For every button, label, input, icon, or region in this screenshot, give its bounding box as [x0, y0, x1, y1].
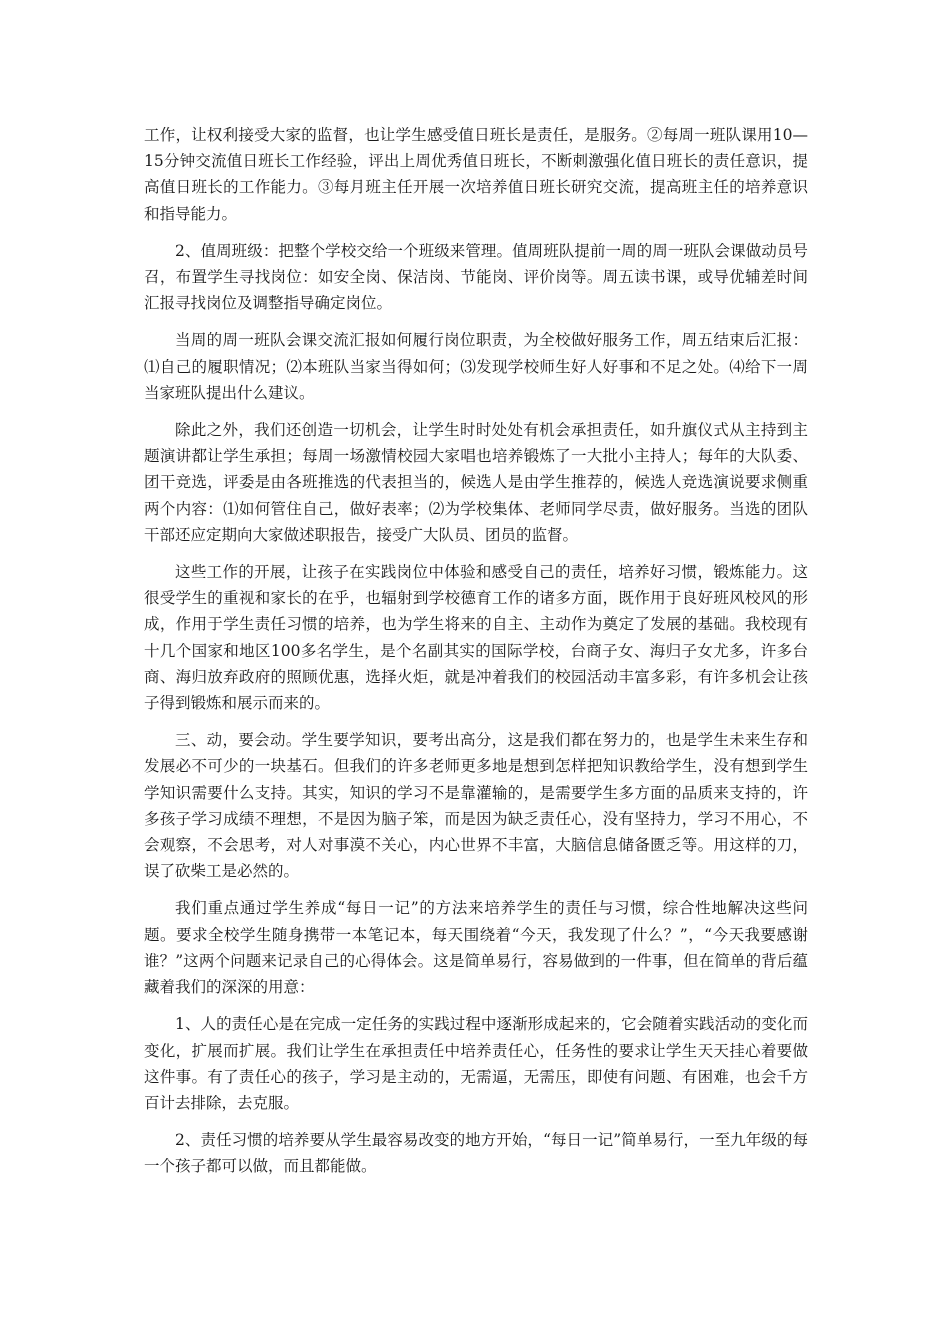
paragraph-4: 除此之外，我们还创造一切机会，让学生时时处处有机会承担责任，如升旗仪式从主持到主题演讲都让学生承担；每周一场激情校园大家唱也培养锻炼了一大批小主持人；每年的大队委、团干竞选，评委是由各班推选的代表担当的，候选人是由学生推荐的，候选人竞选演说要求侧重两个内容：⑴如何管住自己，做好表率；⑵为学校集体、老师同学尽责，做好服务。当选的团队干部还应定期向大家做述职报告，接受广大队员、团员的监督。: [144, 421, 808, 544]
paragraph-9: 2、责任习惯的培养要从学生最容易改变的地方开始，“每日一记”简单易行，一至九年级的每一个孩子都可以做，而且都能做。: [144, 1131, 808, 1176]
paragraph-6: 三、动，要会动。学生要学知识，要考出高分，这是我们都在努力的，也是学生未来生存和发展必不可少的一块基石。但我们的许多老师更多地是想到怎样把知识教给学生，没有想到学生学知识需要什么支持。其实，知识的学习不是靠灌输的，是需要学生多方面的品质来支持的，许多孩子学习成绩不理想，不是因为脑子笨，而是因为缺乏责任心，没有坚持力，学习不用心，不会观察，不会思考，对人对事漠不关心，内心世界不丰富，大脑信息储备匮乏等。用这样的刀，误了砍柴工是必然的。: [144, 731, 808, 881]
paragraph-8: 1、人的责任心是在完成一定任务的实践过程中逐渐形成起来的，它会随着实践活动的变化而变化，扩展而扩展。我们让学生在承担责任中培养责任心，任务性的要求让学生天天挂心着要做这件事。有了责任心的孩子，学习是主动的，无需逼，无需压，即使有问题、有困难，也会千方百计去排除，去克服。: [144, 1015, 808, 1112]
paragraph-3: 当周的周一班队会课交流汇报如何履行岗位职责，为全校做好服务工作，周五结束后汇报：⑴自己的履职情况；⑵本班队当家当得如何；⑶发现学校师生好人好事和不足之处。⑷给下一周当家班队提出什么建议。: [144, 331, 808, 402]
paragraph-2: 2、值周班级：把整个学校交给一个班级来管理。值周班队提前一周的周一班队会课做动员号召，布置学生寻找岗位：如安全岗、保洁岗、节能岗、评价岗等。周五读书课，或导优辅差时间汇报寻找岗位及调整指导确定岗位。: [144, 241, 808, 313]
paragraph-7: 我们重点通过学生养成“每日一记”的方法来培养学生的责任与习惯，综合性地解决这些问题。要求全校学生随身携带一本笔记本，每天围绕着“今天，我发现了什么？”，“今天我要感谢谁？”这两个问题来记录自己的心得体会。这是简单易行，容易做到的一件事，但在简单的背后蕴藏着我们的深深的用意：: [144, 899, 808, 997]
document-body: [144, 122, 808, 1191]
paragraph-1: 工作，让权利接受大家的监督，也让学生感受值日班长是责任，是服务。②每周一班队课用10—15分钟交流值日班长工作经验，评出上周优秀值日班长，不断刺激强化值日班长的责任意识，提高值日班长的工作能力。③每月班主任开展一次培养值日班长研究交流，提高班主任的培养意识和指导能力。: [144, 126, 808, 223]
paragraph-5: 这些工作的开展，让孩子在实践岗位中体验和感受自己的责任，培养好习惯，锻炼能力。这很受学生的重视和家长的在乎，也辐射到学校德育工作的诸多方面，既作用于良好班风校风的形成，作用于学生责任习惯的培养，也为学生将来的自主、主动作为奠定了发展的基础。我校现有十几个国家和地区100多名学生，是个名副其实的国际学校，台商子女、海归子女尤多，许多台商、海归放弃政府的照顾优惠，选择火炬，就是冲着我们的校园活动丰富多彩，有许多机会让孩子得到锻炼和展示而来的。: [144, 563, 808, 713]
